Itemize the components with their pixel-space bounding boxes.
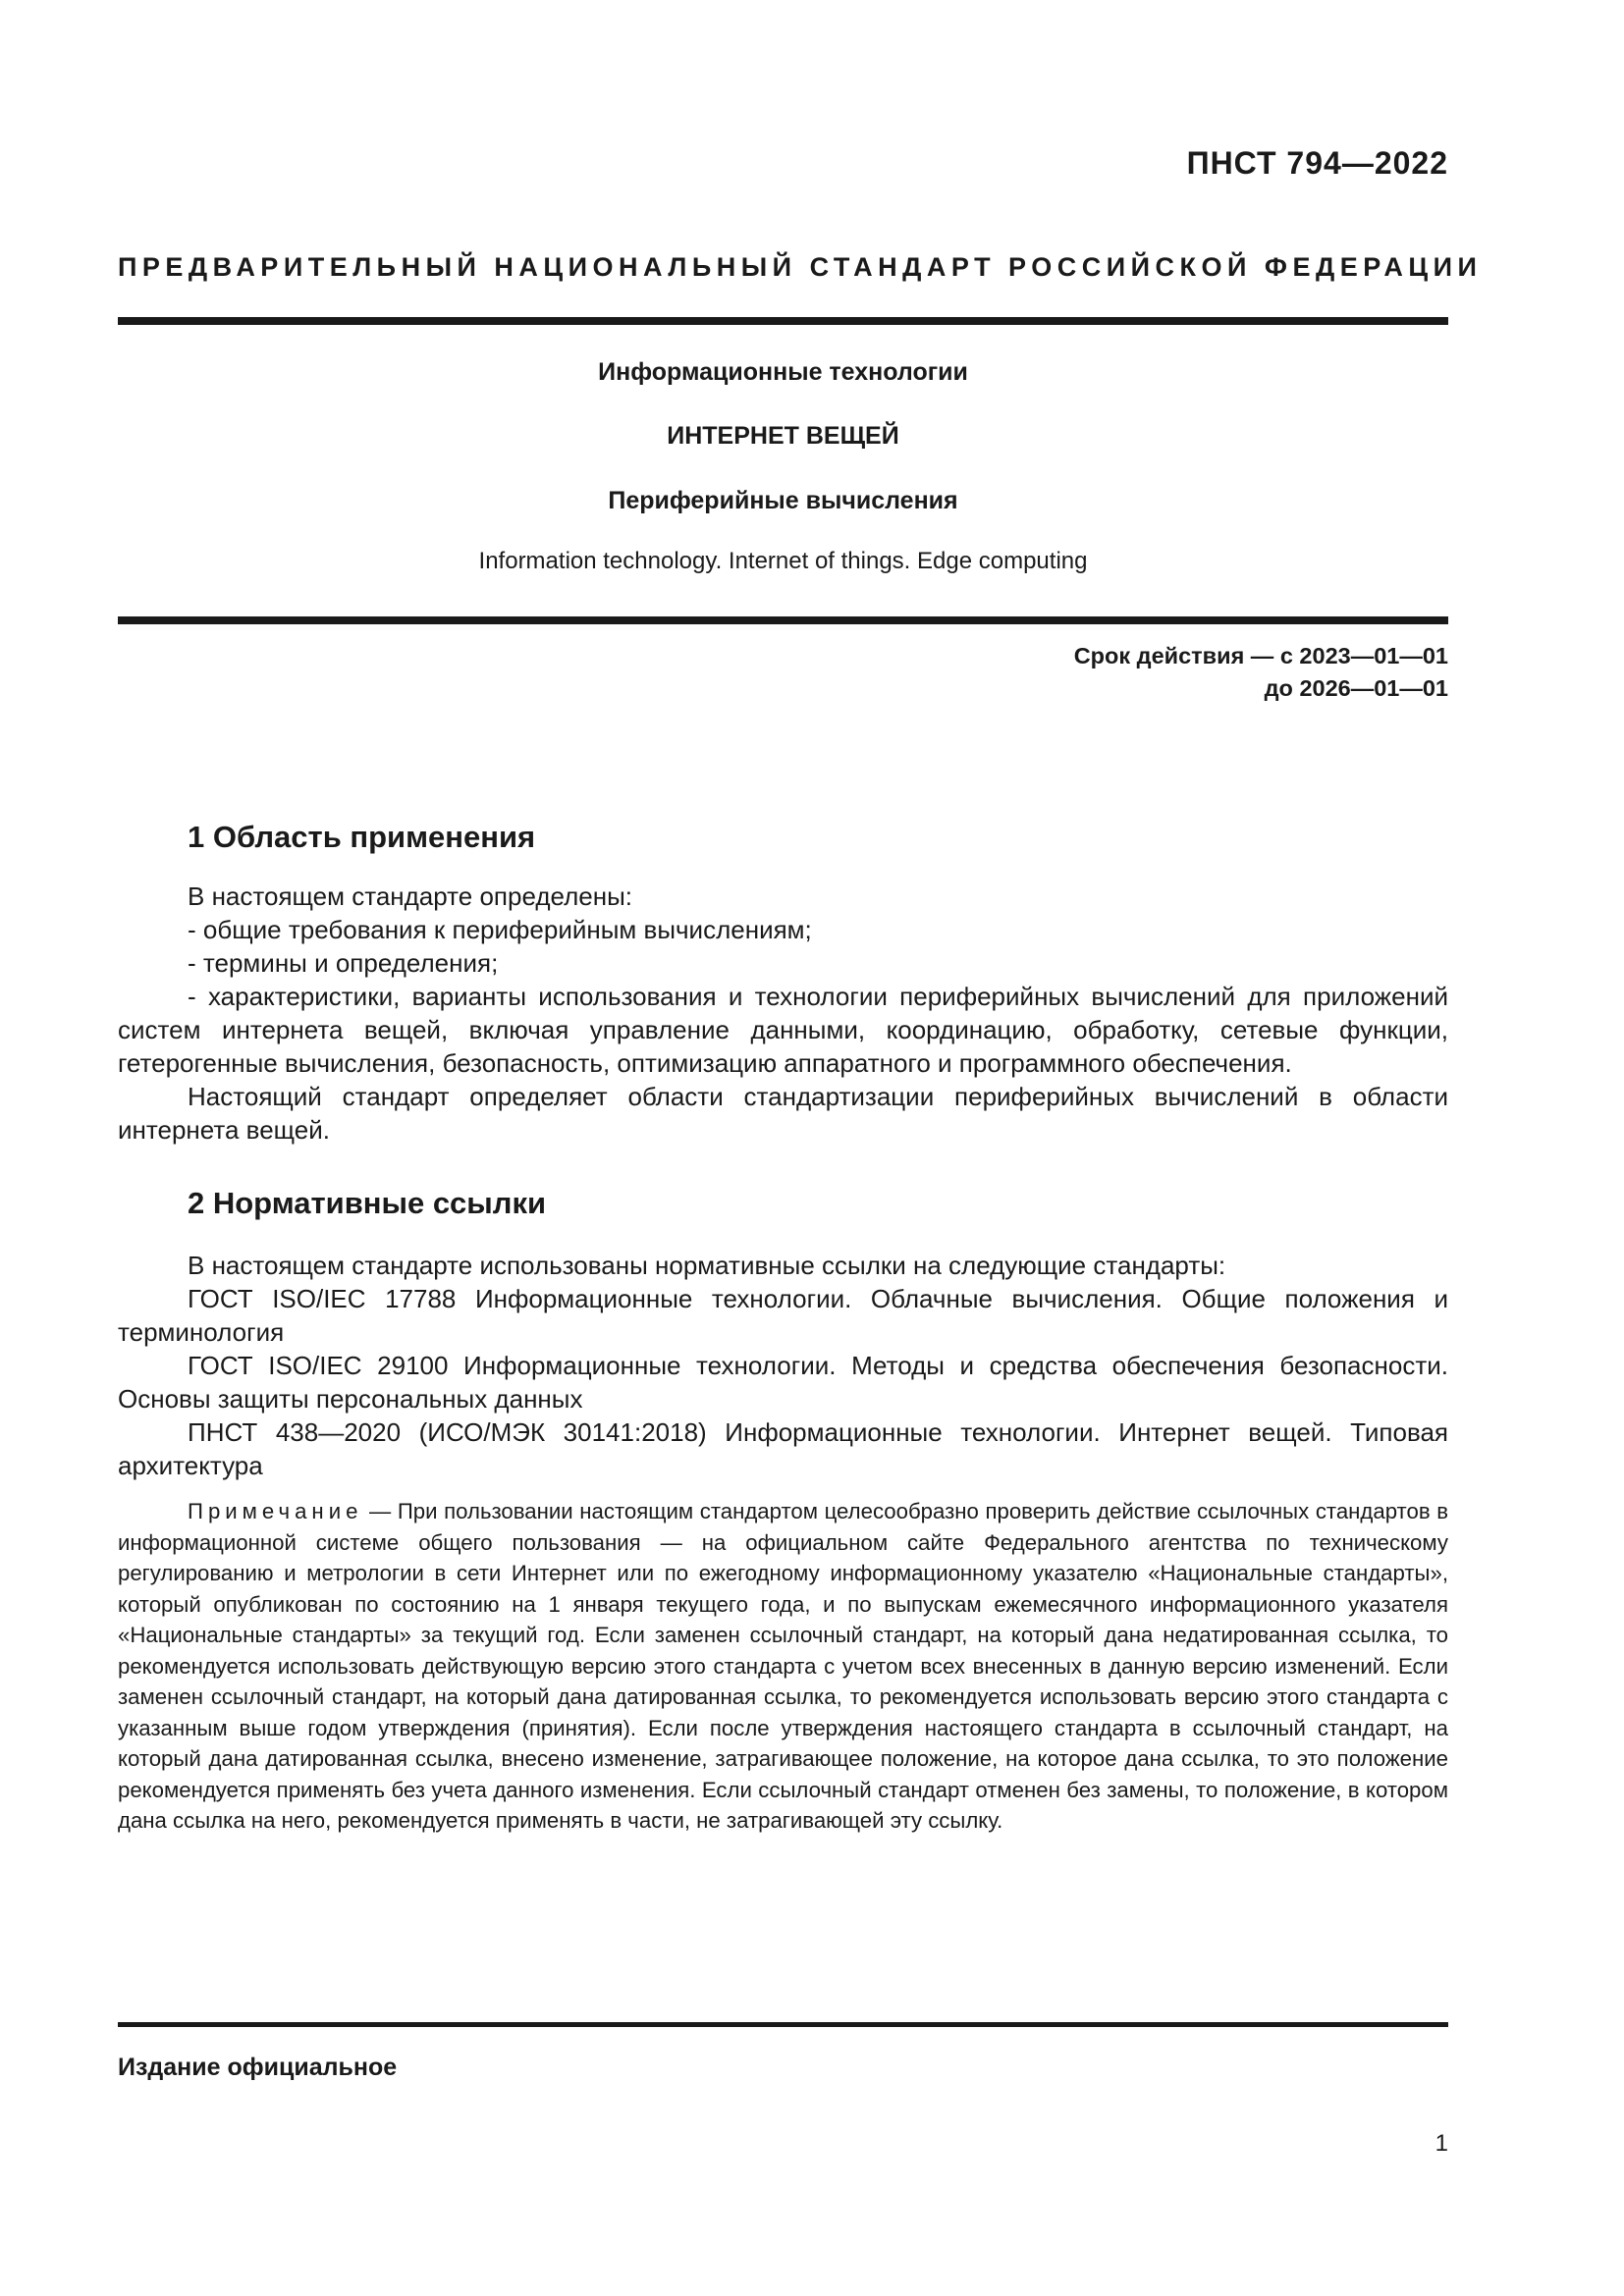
section-1-body — [118, 880, 1448, 1147]
section-2-heading: 2 Нормативные ссылки — [188, 1186, 547, 1220]
section-2-body — [118, 1249, 1448, 1482]
document-number: ПНСТ 794—2022 — [1186, 145, 1448, 181]
footer-divider — [118, 2022, 1448, 2027]
section-1-item: - общие требования к периферийным вычислениям; — [188, 915, 812, 944]
title-line-1: Информационные технологии — [598, 358, 968, 386]
validity-from: Срок действия — с 2023—01—01 — [1073, 643, 1448, 668]
note-text: — При пользовании настоящим стандартом целесообразно проверить действие ссылочных стандартов в информационной системе общего пользования — на официальном сайте Федерального агентства по техническому регулированию и метрологии в сети Интернет или по ежегодному информационному указателю «Национальные стандарты», который опубликован по состоянию на 1 января текущего года, и по выпускам ежемесячного информационного указателя «Национальные стандарты» за текущий год. Если заменен ссылочный стандарт, на который дана недатированная ссылка, то рекомендуется использовать действующую версию этого стандарта с учетом всех внесенных в данную версию изменений. Если заменен ссылочный стандарт, на который дана датированная ссылка, то рекомендуется использовать версию этого стандарта с указанным выше годом утверждения (принятия). Если после утверждения настоящего стандарта в ссылочный стандарт, на который дана датированная ссылка, внесено изменение, затрагивающее положение, на которое дана ссылка, то это положение рекомендуется применять без учета данного изменения. Если ссылочный стандарт отменен без замены, то положение, в котором дана ссылка на него, рекомендуется применять в части, не затрагивающей эту ссылку. — [118, 1499, 1448, 1833]
section-1-item: - характеристики, варианты использования и технологии периферийных вычислений для приложений систем интернета вещей, включая управление данными, координацию, обработку, сетевые функции, гетерогенные вычисления, безопасность, оптимизацию аппаратного и программного обеспечения. — [118, 982, 1448, 1078]
title-line-3: Периферийные вычисления — [608, 487, 958, 514]
reference-item: ГОСТ ISO/IEC 29100 Информационные технологии. Методы и средства обеспечения безопасности. Основы защиты персональных данных — [118, 1351, 1448, 1414]
section-2-intro: В настоящем стандарте использованы нормативные ссылки на следующие стандарты: — [188, 1251, 1226, 1280]
reference-note — [118, 1496, 1448, 1837]
top-divider — [118, 317, 1448, 325]
section-1-heading: 1 Область применения — [188, 820, 536, 854]
section-1-closing: Настоящий стандарт определяет области стандартизации периферийных вычислений в области интернета вещей. — [118, 1082, 1448, 1145]
english-title: Information technology. Internet of things. Edge computing — [478, 548, 1088, 574]
note-label: Примечание — [188, 1499, 363, 1523]
page-number: 1 — [1435, 2130, 1448, 2157]
title-divider — [118, 616, 1448, 624]
reference-item: ПНСТ 438—2020 (ИСО/МЭК 30141:2018) Информационные технологии. Интернет вещей. Типовая архитектура — [118, 1417, 1448, 1480]
reference-item: ГОСТ ISO/IEC 17788 Информационные технологии. Облачные вычисления. Общие положения и терминология — [118, 1284, 1448, 1347]
section-1-intro: В настоящем стандарте определены: — [188, 881, 633, 911]
section-1-item: - термины и определения; — [188, 948, 499, 978]
standard-type-heading: ПРЕДВАРИТЕЛЬНЫЙ НАЦИОНАЛЬНЫЙ СТАНДАРТ РОССИЙСКОЙ ФЕДЕРАЦИИ — [118, 252, 1483, 282]
title-line-2: ИНТЕРНЕТ ВЕЩЕЙ — [667, 422, 899, 450]
validity-to: до 2026—01—01 — [1264, 675, 1448, 701]
edition-label: Издание официальное — [118, 2054, 398, 2081]
validity-period — [1074, 640, 1448, 705]
